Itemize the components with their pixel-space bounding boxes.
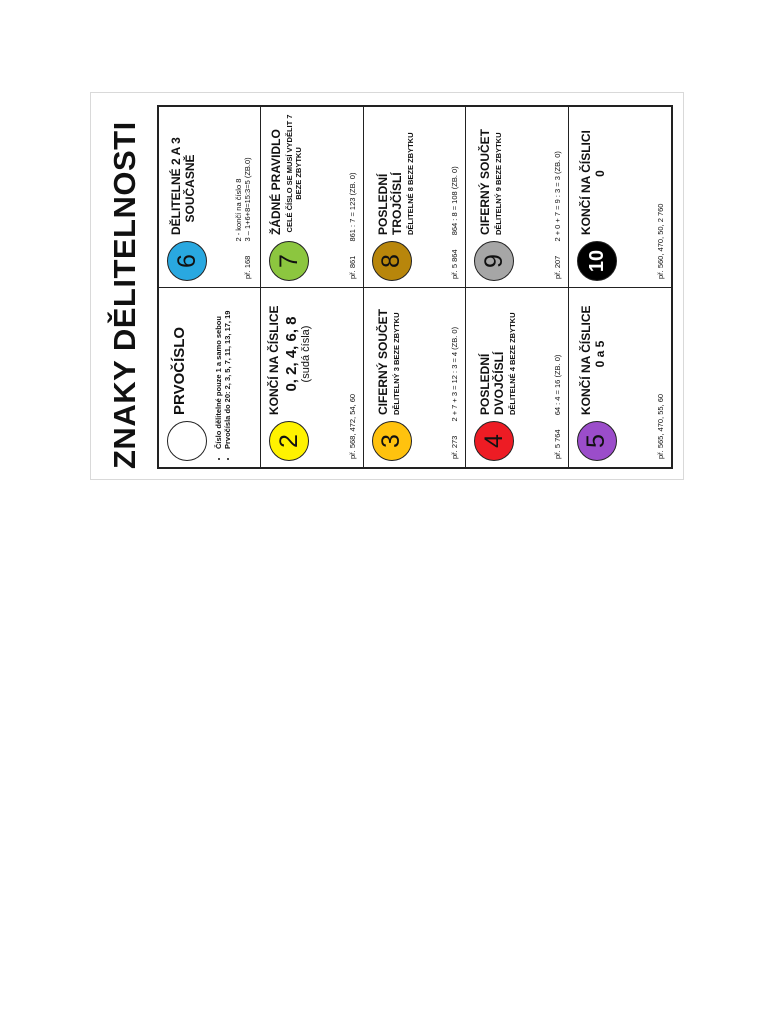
rotated-content <box>91 93 685 481</box>
card-title-line2: SOUČASNĚ <box>183 154 197 223</box>
card-title: ŽÁDNÉ PRAVIDLO <box>269 129 284 235</box>
example-line: 2 - končí na číslo 8 <box>234 178 244 242</box>
number-badge: 5 <box>577 421 617 461</box>
note: (sudá čísla) <box>300 325 313 383</box>
number-badge: 7 <box>269 241 309 281</box>
number-badge: 10 <box>577 241 617 281</box>
card-3 <box>364 287 466 467</box>
number-badge: 9 <box>474 241 514 281</box>
example: př. 560, 470, 50, 2 760 <box>656 203 665 279</box>
card-title: POSLEDNÍ TROJČÍSLÍ <box>375 172 404 235</box>
number-badge: 8 <box>372 241 412 281</box>
digits: 0 <box>592 170 607 177</box>
bullet-definition: • Číslo dělitelné pouze 1 a samo sebou <box>214 292 223 449</box>
card-7 <box>261 107 363 287</box>
digits: 0 a 5 <box>592 340 607 368</box>
card-2 <box>261 287 363 467</box>
card-rule: DĚLITELNÝ 3 BEZE ZBYTKU <box>391 312 401 415</box>
empty-circle-icon <box>167 421 207 461</box>
example-calc: 2 + 0 + 7 = 9 : 3 = 3 (ZB. 0) <box>552 151 562 242</box>
number-badge: 3 <box>372 421 412 461</box>
page-title: ZNAKY DĚLITELNOSTI <box>107 121 142 469</box>
example-line: 3 – 1+6+8=15:3=5 (ZB.0) <box>243 157 253 242</box>
example-prefix: př. 273 <box>450 435 460 459</box>
example: př. 565, 470, 55, 60 <box>656 393 665 459</box>
card-8 <box>364 107 466 287</box>
worksheet <box>90 92 684 480</box>
card-5 <box>569 287 671 467</box>
example-prefix: př. 168 <box>243 255 253 279</box>
card-title: DĚLITELNÉ 2 A 3 <box>169 137 183 235</box>
example: př. 568, 472, 54, 60 <box>347 393 357 459</box>
example-prefix: př. 5 864 <box>450 249 460 279</box>
card-title: KONČÍ NA ČÍSLICI <box>578 130 593 235</box>
card-rule: DĚLITELNÝ 9 BEZE ZBYTKU <box>494 132 504 235</box>
card-prime <box>159 287 261 467</box>
example-prefix: př. 5 764 <box>552 429 562 459</box>
card-rule: DĚLITELNÉ 4 BEZE ZBYTKU <box>508 312 518 415</box>
card-title: KONČÍ NA ČÍSLICE <box>267 305 282 415</box>
card-rule: DĚLITELNÉ 8 BEZE ZBYTKU <box>405 132 415 235</box>
example-calc: 864 : 8 = 108 (ZB. 0) <box>450 166 460 236</box>
card-4 <box>466 287 568 467</box>
card-9 <box>466 107 568 287</box>
card-title: CIFERNÝ SOUČET <box>375 308 390 415</box>
divisibility-grid <box>157 105 673 469</box>
card-title: POSLEDNÍ DVOJČÍSLÍ <box>478 351 507 415</box>
card-title: KONČÍ NA ČÍSLICE <box>578 305 593 415</box>
card-6 <box>159 107 261 287</box>
card-10 <box>569 107 671 287</box>
example-calc: 2 + 7 + 3 = 12 : 3 = 4 (ZB. 0) <box>450 326 460 422</box>
card-rule: CELÉ ČÍSLO SE MUSÍ VYDĚLIT 7 BEZE ZBYTKU <box>285 114 304 233</box>
number-badge: 6 <box>167 241 207 281</box>
example-prefix: př. 207 <box>552 255 562 279</box>
bullet-primes: • Prvočísla do 20: 2, 3, 5, 7, 11, 13, 17, 19 <box>223 292 232 449</box>
number-badge: 4 <box>474 421 514 461</box>
card-title: PRVOČÍSLO <box>171 326 188 415</box>
example-calc: 64 : 4 = 16 (ZB. 0) <box>552 354 562 416</box>
example-prefix: př. 861 <box>347 255 357 279</box>
digits: 0, 2, 4, 6, 8 <box>283 316 301 392</box>
number-badge: 2 <box>269 421 309 461</box>
card-title: CIFERNÝ SOUČET <box>478 128 493 235</box>
example-calc: 861 : 7 = 123 (ZB. 0) <box>347 172 357 242</box>
